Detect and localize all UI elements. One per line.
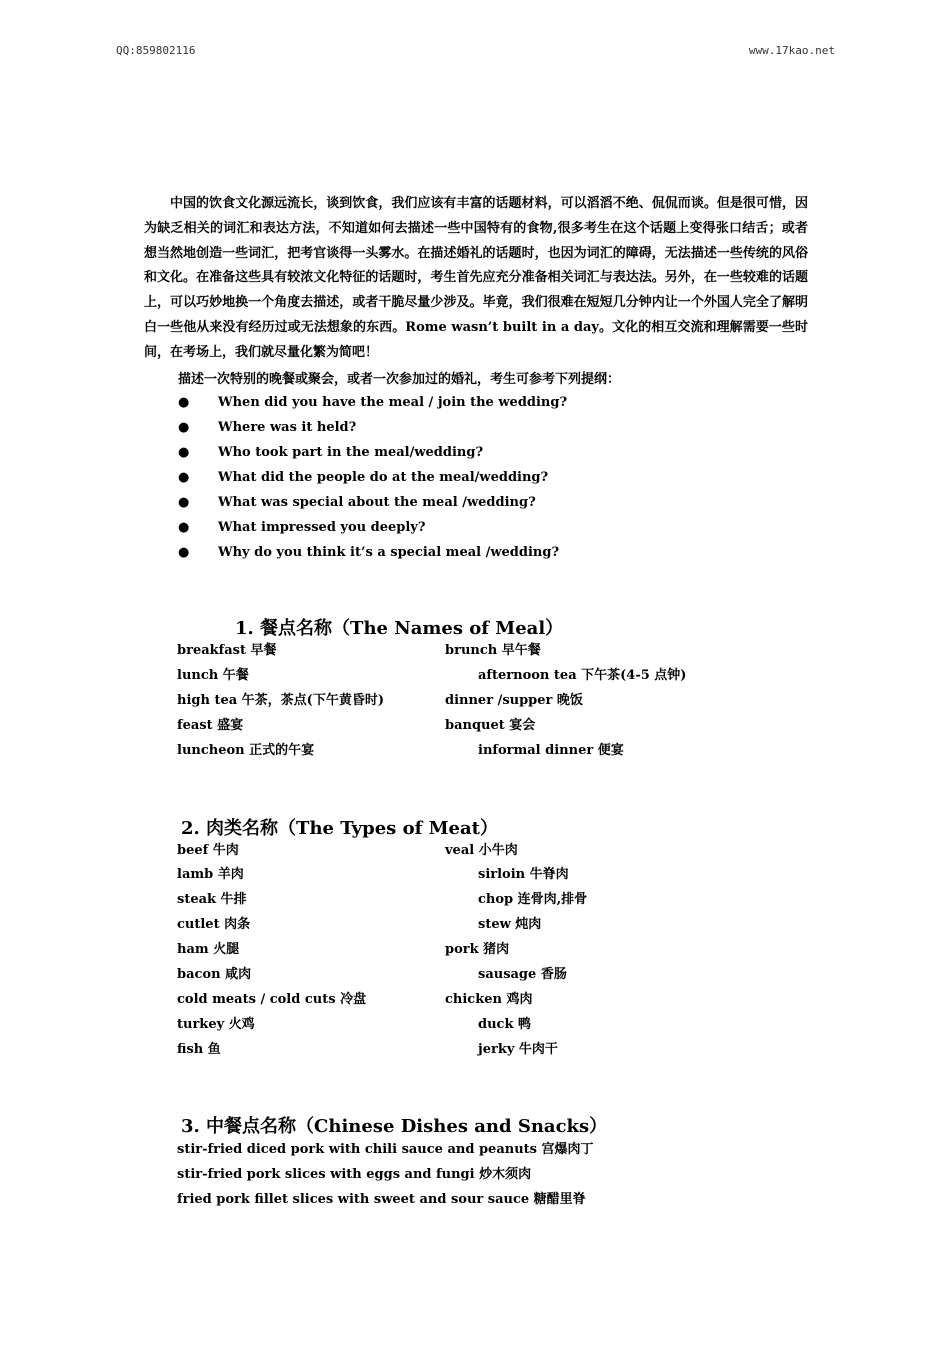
question-text: What did the people do at the meal/wedding? (218, 470, 549, 485)
question-text: What impressed you deeply? (218, 520, 426, 535)
vocab-item: cutlet 肉条 (177, 917, 251, 932)
vocab-item: banquet 宴会 (445, 718, 536, 733)
bullet-icon: ● (178, 495, 190, 510)
header-website: www.17kao.net (748, 44, 835, 57)
bullet-icon: ● (178, 420, 190, 435)
section-title-meals: 1. 餐点名称（The Names of Meal） (235, 618, 564, 639)
list-item (178, 490, 567, 515)
list-item (178, 415, 567, 440)
vocab-item: duck 鸭 (478, 1017, 531, 1032)
vocab-item: fish 鱼 (177, 1042, 221, 1057)
vocab-item: jerky 牛肉干 (478, 1042, 558, 1057)
vocab-item: high tea 午茶，茶点(下午黄昏时) (177, 693, 384, 708)
vocab-item: informal dinner 便宴 (478, 743, 624, 758)
vocab-item: cold meats / cold cuts 冷盘 (177, 992, 367, 1007)
vocab-item: feast 盛宴 (177, 718, 244, 733)
bullet-icon: ● (178, 395, 190, 410)
bullet-icon: ● (178, 470, 190, 485)
vocab-item: stew 炖肉 (478, 917, 542, 932)
list-item (178, 515, 567, 540)
list-item (178, 390, 567, 415)
vocab-item: veal 小牛肉 (445, 843, 518, 858)
vocab-item: fried pork fillet slices with sweet and sour sauce 糖醋里脊 (177, 1192, 586, 1207)
list-item (178, 465, 567, 490)
question-list (178, 390, 567, 565)
section-title-meat: 2. 肉类名称（The Types of Meat） (181, 818, 498, 839)
bullet-icon: ● (178, 445, 190, 460)
vocab-item: sausage 香肠 (478, 967, 567, 982)
vocab-item: turkey 火鸡 (177, 1017, 255, 1032)
question-text: Why do you think it’s a special meal /wedding? (218, 545, 560, 560)
question-text: Where was it held? (218, 420, 357, 435)
vocab-item: stir-fried pork slices with eggs and fungi 炒木须肉 (177, 1167, 532, 1182)
list-item (178, 440, 567, 465)
header-qq: QQ:859802116 (116, 44, 196, 57)
vocab-item: chop 连骨肉,排骨 (478, 892, 588, 907)
vocab-item: chicken 鸡肉 (445, 992, 533, 1007)
intro-paragraph: 中国的饮食文化源远流长，谈到饮食，我们应该有丰富的话题材料，可以滔滔不绝、侃侃而谈。但是很可惜，因为缺乏相关的词汇和表达方法，不知道如何去描述一些中国特有的食物,很多考生在这个话题上变得张口结舌；或者想当然地创造一些词汇，把考官谈得一头雾水。在描述婚礼的话题时，也因为词汇的障碍，无法描述一些传统的风俗和文化。在准备这些具有较浓文化特征的话题时，考生首先应充分准备相关词汇与表达法。另外，在一些较难的话题上，可以巧妙地换一个角度去描述，或者干脆尽量少涉及。毕竟，我们很难在短短几分钟内让一个外国人完全了解明白一些他从来没有经历过或无法想象的东西。Rome wasn’t built in a day。文化的相互交流和理解需要一些时间，在考场上，我们就尽量化繁为简吧！ (144, 196, 808, 360)
vocab-item: breakfast 早餐 (177, 643, 277, 658)
question-text: Who took part in the meal/wedding? (218, 445, 484, 460)
vocab-item: ham 火腿 (177, 942, 240, 957)
vocab-item: lunch 午餐 (177, 668, 249, 683)
question-text: What was special about the meal /wedding? (218, 495, 536, 510)
vocab-item: lamb 羊肉 (177, 867, 244, 882)
vocab-item: bacon 咸肉 (177, 967, 252, 982)
vocab-item: dinner /supper 晚饭 (445, 693, 583, 708)
list-item (178, 540, 567, 565)
bullet-icon: ● (178, 520, 190, 535)
vocab-item: luncheon 正式的午宴 (177, 743, 315, 758)
vocab-item: pork 猪肉 (445, 942, 510, 957)
question-text: When did you have the meal / join the wedding? (218, 395, 568, 410)
vocab-item: afternoon tea 下午茶(4-5 点钟) (478, 668, 687, 683)
section-title-chinese-dishes: 3. 中餐点名称（Chinese Dishes and Snacks） (181, 1116, 608, 1137)
vocab-item: sirloin 牛脊肉 (478, 867, 569, 882)
outline-prompt: 描述一次特别的晚餐或聚会，或者一次参加过的婚礼，考生可参考下列提纲： (178, 372, 621, 387)
vocab-item: stir-fried diced pork with chili sauce and peanuts 宫爆肉丁 (177, 1142, 594, 1157)
vocab-item: steak 牛排 (177, 892, 247, 907)
vocab-item: brunch 早午餐 (445, 643, 541, 658)
bullet-icon: ● (178, 545, 190, 560)
vocab-item: beef 牛肉 (177, 843, 239, 858)
